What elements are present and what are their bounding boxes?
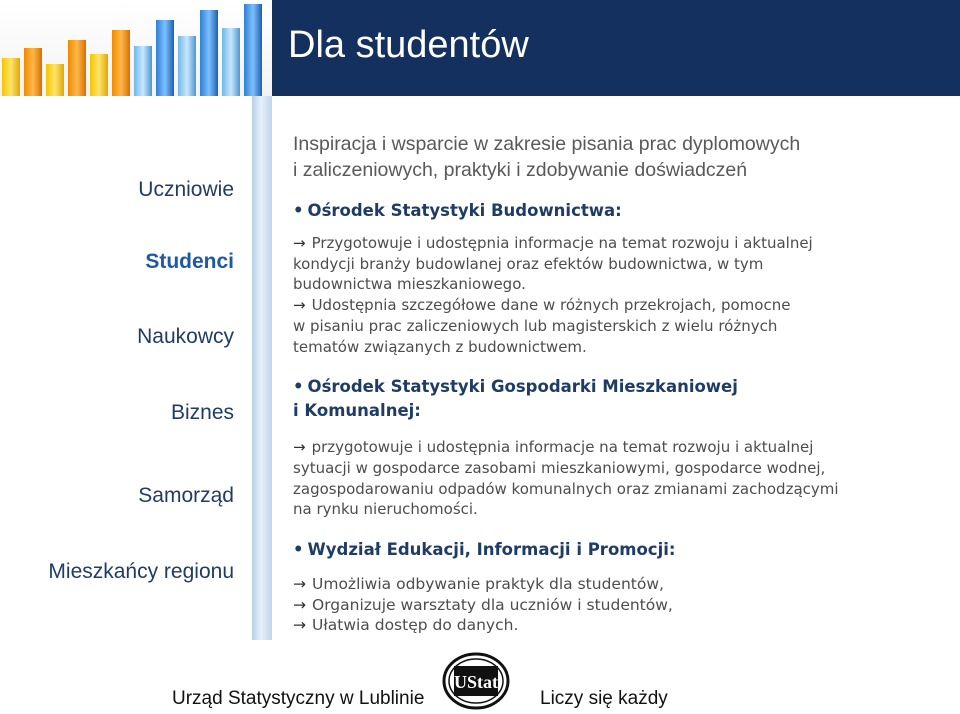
bullet-icon: • <box>293 201 304 220</box>
bullet-icon: • <box>293 377 304 397</box>
intro-line: Inspiracja i wsparcie w zakresie pisania prac dyplomowych <box>293 133 801 155</box>
paragraph-line: na rynku nieruchomości. <box>293 500 478 519</box>
section-heading-line <box>293 375 943 399</box>
paragraph-line: zagospodarowaniu odpadów komunalnych oraz zmianami zachodzącymi <box>293 479 839 498</box>
footer-slogan: Liczy się każdy <box>540 688 668 709</box>
section-heading <box>293 538 943 562</box>
intro-line: i zaliczeniowych, praktyki i zdobywanie doświadczeń <box>293 159 748 181</box>
nav-item-studenci[interactable]: Studenci <box>145 250 234 273</box>
paragraph-line: sytuacji w gospodarce zasobami mieszkaniowymi, gospodarce wodnej, <box>293 458 826 477</box>
section-heading <box>293 199 943 223</box>
arrow-right-icon: → <box>293 616 306 635</box>
line-text: Udostępnia szczegółowe dane w różnych przekrojach, pomocne <box>311 296 791 315</box>
header-band <box>272 0 960 96</box>
list-item <box>293 574 943 595</box>
nav-item-samorzad[interactable]: Samorząd <box>138 484 234 507</box>
nav-item-uczniowie[interactable]: Uczniowie <box>138 178 234 201</box>
list-item-text: Umożliwia odbywanie praktyk dla studentów, <box>312 575 664 594</box>
nav-item-naukowcy[interactable]: Naukowcy <box>137 325 234 348</box>
ustat-logo-icon <box>442 652 510 710</box>
arrow-right-icon: → <box>293 438 306 457</box>
intro-text <box>293 131 943 183</box>
vertical-divider <box>252 96 272 640</box>
paragraph-line <box>293 295 943 316</box>
list-item-text: Organizuje warsztaty dla uczniów i studentów, <box>312 595 673 614</box>
section-heading-text: Ośrodek Statystyki Budownictwa: <box>307 201 622 220</box>
line-text: przygotowuje i udostępnia informacje na temat rozwoju i aktualnej <box>311 438 814 457</box>
section-heading-text: Ośrodek Statystyki Gospodarki Mieszkaniowej <box>307 377 738 397</box>
arrow-right-icon: → <box>293 296 306 315</box>
page-title: Dla studentów <box>288 24 529 66</box>
paragraph-line: tematów związanych z budownictwem. <box>293 337 587 356</box>
line-text: Przygotowuje i udostępnia informacje na temat rozwoju i aktualnej <box>311 234 813 252</box>
paragraph-line <box>293 437 943 458</box>
arrow-right-icon: → <box>293 575 306 594</box>
nav-item-biznes[interactable]: Biznes <box>170 401 234 424</box>
list-item <box>293 595 943 616</box>
nav-item-mieszkancy-regionu[interactable]: Mieszkańcy regionu <box>48 560 234 583</box>
paragraph-line: w pisaniu prac zaliczeniowych lub magisterskich z wielu różnych <box>293 316 778 335</box>
paragraph-line: budownictwa mieszkaniowego. <box>293 275 526 294</box>
list-item-text: Ułatwia dostęp do danych. <box>312 616 519 635</box>
arrow-right-icon: → <box>293 234 306 252</box>
sidebar-nav <box>0 96 252 640</box>
paragraph <box>293 295 943 357</box>
bullet-icon: • <box>293 540 304 560</box>
paragraph <box>293 437 943 520</box>
list <box>293 574 943 636</box>
main-content <box>293 131 943 650</box>
section-heading <box>293 375 943 423</box>
section-heading-text: Wydział Edukacji, Informacji i Promocji: <box>307 540 676 560</box>
logo-text: UStat <box>454 672 498 692</box>
bar-chart-decoration-icon <box>0 0 272 96</box>
paragraph-line <box>293 233 943 254</box>
arrow-right-icon: → <box>293 595 306 614</box>
header-bar-chart-graphic <box>0 0 272 96</box>
paragraph <box>293 233 943 295</box>
section-heading-text: i Komunalnej: <box>293 401 421 421</box>
footer-organization: Urząd Statystyczny w Lublinie <box>172 688 425 709</box>
paragraph-line: kondycji branży budowlanej oraz efektów budownictwa, w tym <box>293 254 764 273</box>
list-item <box>293 615 943 636</box>
